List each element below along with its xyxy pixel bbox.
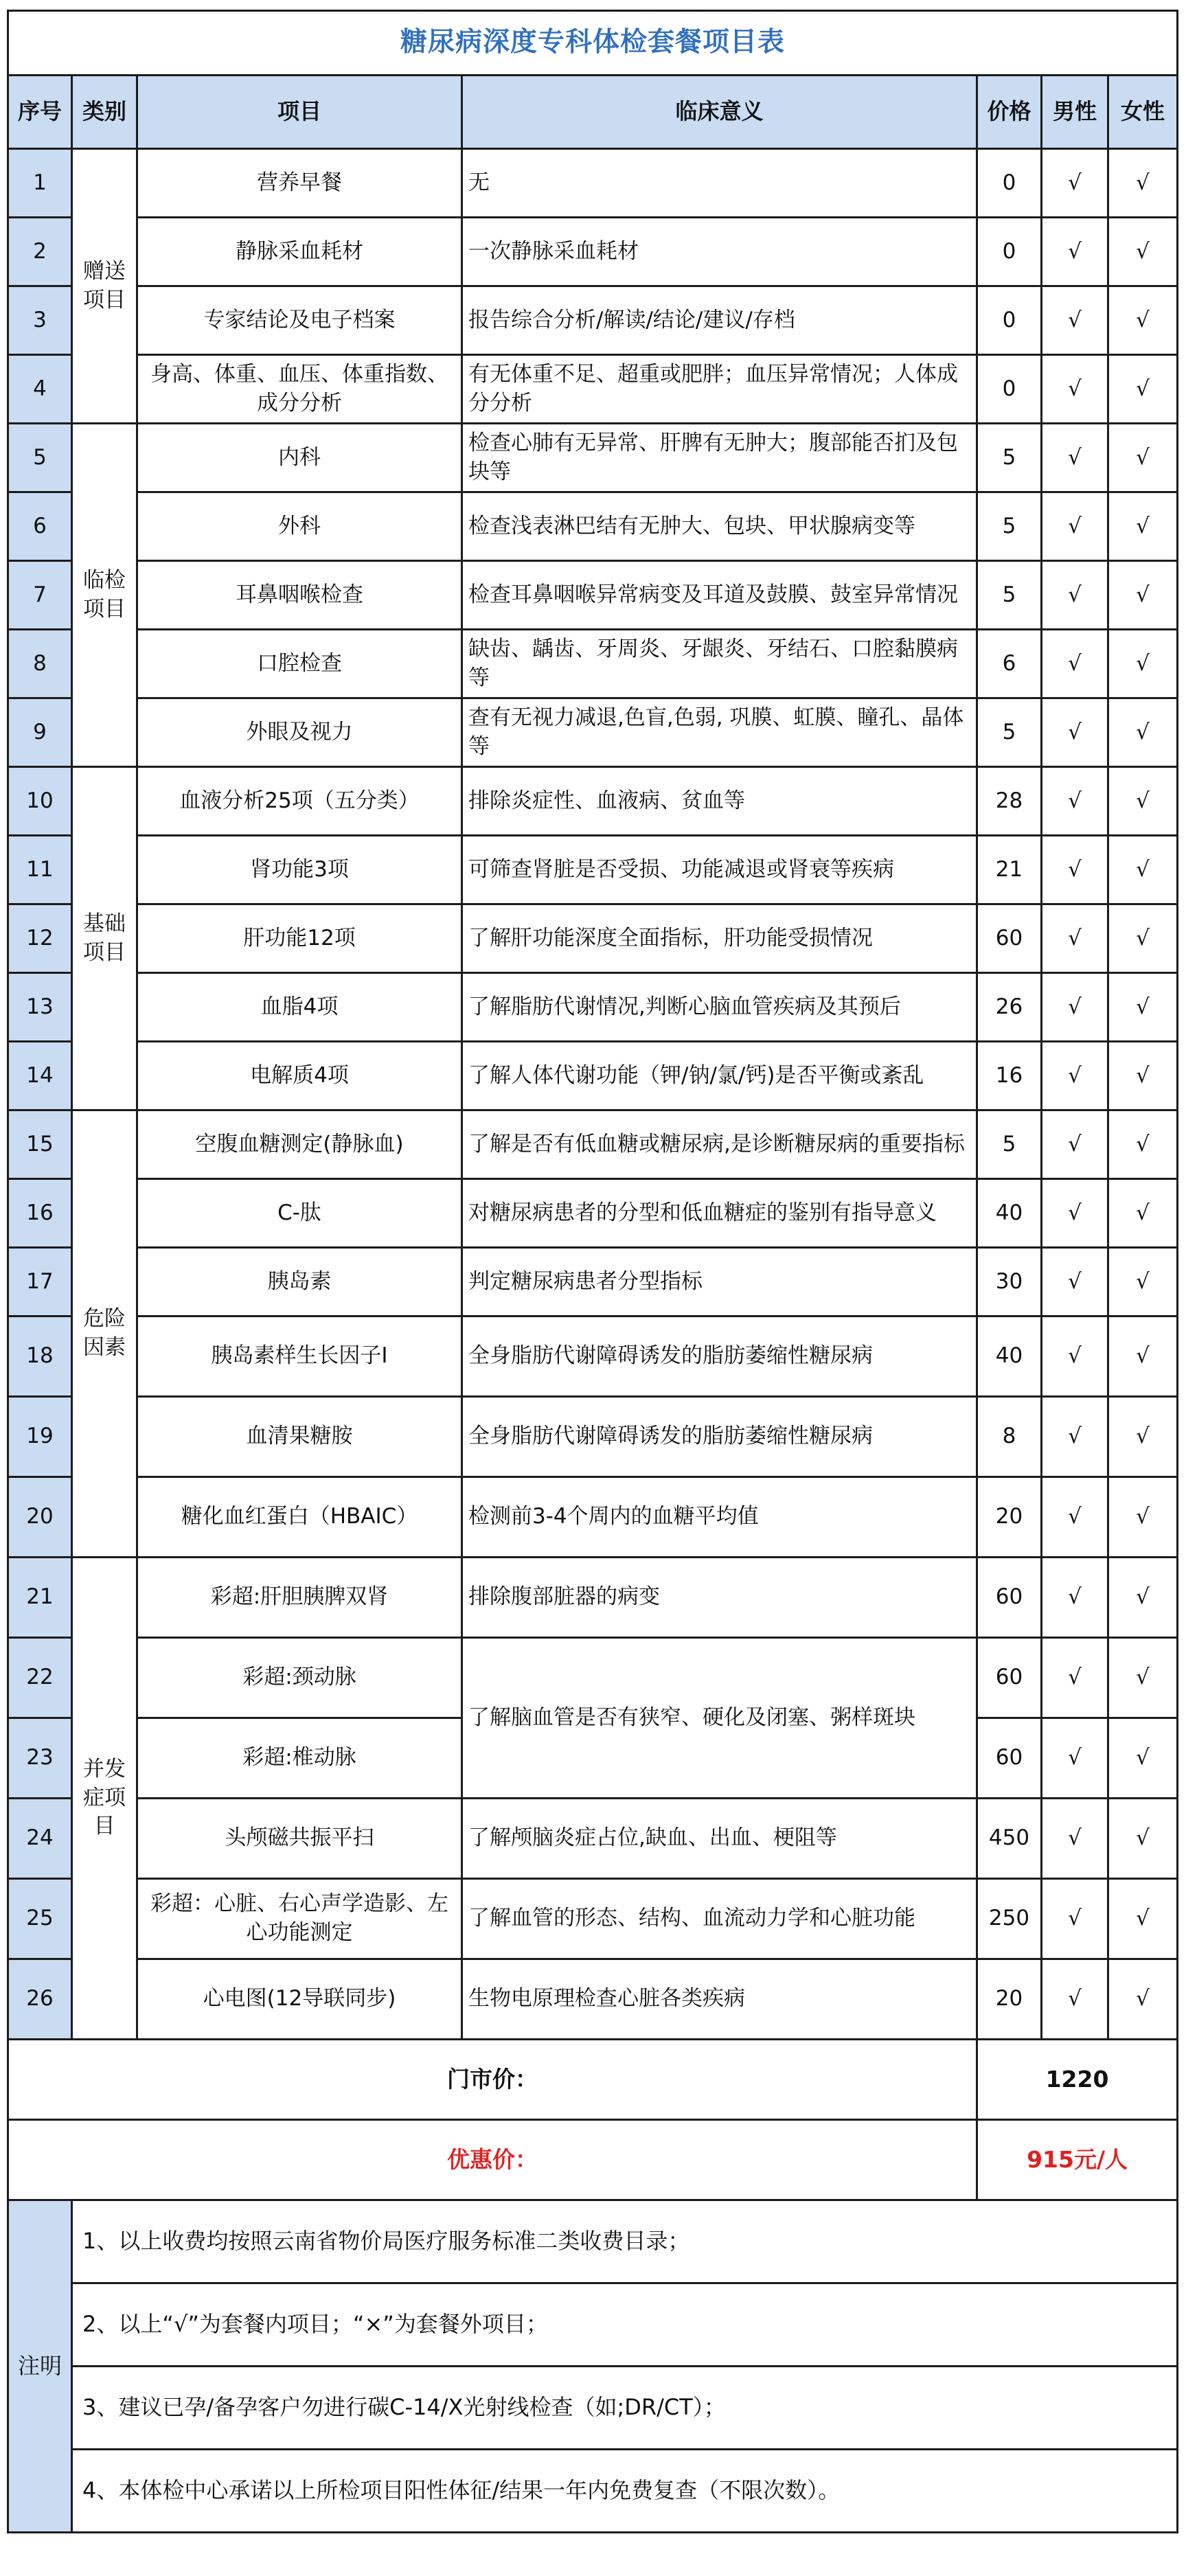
- promo-price-value: 915元/人: [977, 2120, 1178, 2200]
- male-check: √: [1042, 1248, 1108, 1317]
- female-check: √: [1108, 1558, 1178, 1638]
- item-name: 血脂4项: [137, 973, 462, 1042]
- item-name: 外眼及视力: [137, 698, 462, 767]
- table-row: [8, 973, 1178, 1042]
- male-check: √: [1042, 1558, 1108, 1638]
- package-sheet: [7, 10, 1176, 2533]
- table-row: [8, 218, 1178, 286]
- table-row: [8, 1799, 1178, 1879]
- clinical-meaning: 检查心肺有无异常、肝脾有无肿大；腹部能否扪及包块等: [462, 424, 977, 492]
- female-check: √: [1108, 1397, 1178, 1477]
- female-check: √: [1108, 492, 1178, 561]
- price-cell: 30: [977, 1248, 1042, 1317]
- item-name: 耳鼻咽喉检查: [137, 561, 462, 630]
- clinical-meaning: 排除腹部脏器的病变: [462, 1558, 977, 1638]
- price-cell: 5: [977, 561, 1042, 630]
- clinical-meaning: 缺齿、龋齿、牙周炎、牙龈炎、牙结石、口腔黏膜病等: [462, 630, 977, 698]
- clinical-meaning: 一次静脉采血耗材: [462, 218, 977, 286]
- price-cell: 5: [977, 492, 1042, 561]
- item-name: 心电图(12导联同步): [137, 1959, 462, 2040]
- item-name: 营养早餐: [137, 149, 462, 218]
- table-row: [8, 1959, 1178, 2040]
- price-cell: 0: [977, 286, 1042, 355]
- clinical-meaning: 检查耳鼻咽喉异常病变及耳道及鼓膜、鼓室异常情况: [462, 561, 977, 630]
- male-check: √: [1042, 1718, 1108, 1799]
- female-check: √: [1108, 149, 1178, 218]
- table-row: [8, 1879, 1178, 1959]
- notes-label: 注明: [8, 2200, 72, 2533]
- price-cell: 60: [977, 904, 1042, 973]
- table-row: [8, 767, 1178, 836]
- clinical-meaning: 查有无视力减退,色盲,色弱, 巩膜、虹膜、瞳孔、晶体等: [462, 698, 977, 767]
- male-check: √: [1042, 836, 1108, 904]
- female-check: √: [1108, 1638, 1178, 1718]
- price-cell: 60: [977, 1558, 1042, 1638]
- table-row: [8, 1397, 1178, 1477]
- male-check: √: [1042, 1042, 1108, 1110]
- category-cell: 基础项目: [72, 767, 137, 1110]
- category-cell: 并发症项目: [72, 1558, 137, 2040]
- item-name: 彩超：心脏、右心声学造影、左心功能测定: [137, 1879, 462, 1959]
- header-category: 类别: [72, 76, 137, 149]
- row-number: 4: [8, 355, 72, 424]
- item-name: 外科: [137, 492, 462, 561]
- clinical-meaning: 了解血管的形态、结构、血流动力学和心脏功能: [462, 1879, 977, 1959]
- male-check: √: [1042, 1879, 1108, 1959]
- item-name: 头颅磁共振平扫: [137, 1799, 462, 1879]
- female-check: √: [1108, 1959, 1178, 2040]
- female-check: √: [1108, 1179, 1178, 1248]
- item-name: 彩超:肝胆胰脾双肾: [137, 1558, 462, 1638]
- female-check: √: [1108, 1248, 1178, 1317]
- table-row: [8, 630, 1178, 698]
- price-cell: 28: [977, 767, 1042, 836]
- male-check: √: [1042, 1638, 1108, 1718]
- male-check: √: [1042, 1397, 1108, 1477]
- female-check: √: [1108, 1042, 1178, 1110]
- row-number: 9: [8, 698, 72, 767]
- price-cell: 16: [977, 1042, 1042, 1110]
- female-check: √: [1108, 1477, 1178, 1558]
- male-check: √: [1042, 355, 1108, 424]
- row-number: 26: [8, 1959, 72, 2040]
- male-check: √: [1042, 630, 1108, 698]
- clinical-meaning: 排除炎症性、血液病、贫血等: [462, 767, 977, 836]
- male-check: √: [1042, 1799, 1108, 1879]
- female-check: √: [1108, 973, 1178, 1042]
- table-row: [8, 1248, 1178, 1317]
- item-name: 静脉采血耗材: [137, 218, 462, 286]
- row-number: 2: [8, 218, 72, 286]
- price-cell: 0: [977, 355, 1042, 424]
- row-number: 24: [8, 1799, 72, 1879]
- price-cell: 40: [977, 1179, 1042, 1248]
- price-cell: 250: [977, 1879, 1042, 1959]
- item-name: 血液分析25项（五分类）: [137, 767, 462, 836]
- clinical-meaning: 检测前3-4个周内的血糖平均值: [462, 1477, 977, 1558]
- clinical-meaning: 了解人体代谢功能（钾/钠/氯/钙)是否平衡或紊乱: [462, 1042, 977, 1110]
- note-line-3: 3、建议已孕/备孕客户勿进行碳C-14/X光射线检查（如;DR/CT）；: [72, 2367, 1178, 2450]
- row-number: 1: [8, 149, 72, 218]
- male-check: √: [1042, 218, 1108, 286]
- female-check: √: [1108, 1718, 1178, 1799]
- table-row: [8, 424, 1178, 492]
- male-check: √: [1042, 492, 1108, 561]
- item-name: 电解质4项: [137, 1042, 462, 1110]
- price-cell: 450: [977, 1799, 1042, 1879]
- note-line-4: 4、本体检中心承诺以上所检项目阳性体征/结果一年内免费复查（不限次数）。: [72, 2450, 1178, 2533]
- price-cell: 20: [977, 1477, 1042, 1558]
- male-check: √: [1042, 1110, 1108, 1179]
- table-row: [8, 1638, 1178, 1718]
- clinical-meaning: 对糖尿病患者的分型和低血糖症的鉴别有指导意义: [462, 1179, 977, 1248]
- table-row: [8, 836, 1178, 904]
- clinical-meaning: 全身脂肪代谢障碍诱发的脂肪萎缩性糖尿病: [462, 1317, 977, 1397]
- row-number: 11: [8, 836, 72, 904]
- table-row: [8, 561, 1178, 630]
- price-cell: 21: [977, 836, 1042, 904]
- market-price-label: 门市价：: [8, 2040, 977, 2120]
- price-cell: 5: [977, 698, 1042, 767]
- header-item: 项目: [137, 76, 462, 149]
- clinical-meaning: 有无体重不足、超重或肥胖；血压异常情况；人体成分分析: [462, 355, 977, 424]
- note-line-2: 2、以上“√”为套餐内项目；“×”为套餐外项目；: [72, 2283, 1178, 2367]
- row-number: 17: [8, 1248, 72, 1317]
- clinical-meaning: 了解肝功能深度全面指标，肝功能受损情况: [462, 904, 977, 973]
- price-cell: 60: [977, 1638, 1042, 1718]
- clinical-meaning: 了解脑血管是否有狭窄、硬化及闭塞、粥样斑块: [462, 1638, 977, 1799]
- table-row: [8, 1179, 1178, 1248]
- table-row: [8, 698, 1178, 767]
- clinical-meaning: 全身脂肪代谢障碍诱发的脂肪萎缩性糖尿病: [462, 1397, 977, 1477]
- category-cell: 危险因素: [72, 1110, 137, 1558]
- table-row: [8, 149, 1178, 218]
- female-check: √: [1108, 218, 1178, 286]
- note-line-1: 1、以上收费均按照云南省物价局医疗服务标准二类收费目录；: [72, 2200, 1178, 2283]
- price-cell: 0: [977, 149, 1042, 218]
- item-name: 彩超:颈动脉: [137, 1638, 462, 1718]
- price-cell: 20: [977, 1959, 1042, 2040]
- clinical-meaning: 了解颅脑炎症占位,缺血、出血、梗阻等: [462, 1799, 977, 1879]
- female-check: √: [1108, 1879, 1178, 1959]
- row-number: 12: [8, 904, 72, 973]
- row-number: 5: [8, 424, 72, 492]
- table-row: [8, 1042, 1178, 1110]
- table-title: 糖尿病深度专科体检套餐项目表: [8, 11, 1178, 76]
- row-number: 15: [8, 1110, 72, 1179]
- item-name: 空腹血糖测定(静脉血): [137, 1110, 462, 1179]
- row-number: 3: [8, 286, 72, 355]
- table-row: [8, 355, 1178, 424]
- item-name: 肾功能3项: [137, 836, 462, 904]
- clinical-meaning: 了解是否有低血糖或糖尿病,是诊断糖尿病的重要指标: [462, 1110, 977, 1179]
- price-cell: 5: [977, 1110, 1042, 1179]
- clinical-meaning: 生物电原理检查心脏各类疾病: [462, 1959, 977, 2040]
- promo-price-label: 优惠价：: [8, 2120, 977, 2200]
- price-cell: 6: [977, 630, 1042, 698]
- row-number: 20: [8, 1477, 72, 1558]
- clinical-meaning: 了解脂肪代谢情况,判断心脑血管疾病及其预后: [462, 973, 977, 1042]
- row-number: 13: [8, 973, 72, 1042]
- row-number: 25: [8, 1879, 72, 1959]
- female-check: √: [1108, 286, 1178, 355]
- table-row: [8, 286, 1178, 355]
- header-male: 男性: [1042, 76, 1108, 149]
- male-check: √: [1042, 767, 1108, 836]
- female-check: √: [1108, 904, 1178, 973]
- row-number: 6: [8, 492, 72, 561]
- checkup-table: [7, 10, 1178, 2533]
- header-no: 序号: [8, 76, 72, 149]
- male-check: √: [1042, 1179, 1108, 1248]
- row-number: 19: [8, 1397, 72, 1477]
- price-cell: 26: [977, 973, 1042, 1042]
- male-check: √: [1042, 698, 1108, 767]
- table-row: [8, 904, 1178, 973]
- price-cell: 0: [977, 218, 1042, 286]
- clinical-meaning: 可筛查肾脏是否受损、功能减退或肾衰等疾病: [462, 836, 977, 904]
- item-name: 专家结论及电子档案: [137, 286, 462, 355]
- clinical-meaning: 检查浅表淋巴结有无肿大、包块、甲状腺病变等: [462, 492, 977, 561]
- item-name: 口腔检查: [137, 630, 462, 698]
- category-cell: 临检项目: [72, 424, 137, 767]
- female-check: √: [1108, 1799, 1178, 1879]
- row-number: 8: [8, 630, 72, 698]
- item-name: 内科: [137, 424, 462, 492]
- category-cell: 赠送项目: [72, 149, 137, 424]
- row-number: 21: [8, 1558, 72, 1638]
- female-check: √: [1108, 698, 1178, 767]
- row-number: 23: [8, 1718, 72, 1799]
- male-check: √: [1042, 1317, 1108, 1397]
- price-cell: 40: [977, 1317, 1042, 1397]
- table-row: [8, 492, 1178, 561]
- male-check: √: [1042, 561, 1108, 630]
- row-number: 7: [8, 561, 72, 630]
- clinical-meaning: 判定糖尿病患者分型指标: [462, 1248, 977, 1317]
- market-price-value: 1220: [977, 2040, 1178, 2120]
- male-check: √: [1042, 1477, 1108, 1558]
- item-name: 血清果糖胺: [137, 1397, 462, 1477]
- item-name: 彩超:椎动脉: [137, 1718, 462, 1799]
- row-number: 10: [8, 767, 72, 836]
- male-check: √: [1042, 424, 1108, 492]
- female-check: √: [1108, 355, 1178, 424]
- item-name: C-肽: [137, 1179, 462, 1248]
- item-name: 身高、体重、血压、体重指数、成分分析: [137, 355, 462, 424]
- item-name: 糖化血红蛋白（HBAIC）: [137, 1477, 462, 1558]
- header-price: 价格: [977, 76, 1042, 149]
- item-name: 胰岛素样生长因子Ⅰ: [137, 1317, 462, 1397]
- item-name: 胰岛素: [137, 1248, 462, 1317]
- female-check: √: [1108, 630, 1178, 698]
- header-meaning: 临床意义: [462, 76, 977, 149]
- table-row: [8, 1317, 1178, 1397]
- table-row: [8, 1477, 1178, 1558]
- row-number: 22: [8, 1638, 72, 1718]
- price-cell: 5: [977, 424, 1042, 492]
- male-check: √: [1042, 1959, 1108, 2040]
- female-check: √: [1108, 1317, 1178, 1397]
- table-row: [8, 1558, 1178, 1638]
- female-check: √: [1108, 767, 1178, 836]
- female-check: √: [1108, 424, 1178, 492]
- female-check: √: [1108, 1110, 1178, 1179]
- female-check: √: [1108, 836, 1178, 904]
- clinical-meaning: 无: [462, 149, 977, 218]
- clinical-meaning: 报告综合分析/解读/结论/建议/存档: [462, 286, 977, 355]
- male-check: √: [1042, 904, 1108, 973]
- male-check: √: [1042, 286, 1108, 355]
- row-number: 14: [8, 1042, 72, 1110]
- price-cell: 8: [977, 1397, 1042, 1477]
- row-number: 16: [8, 1179, 72, 1248]
- row-number: 18: [8, 1317, 72, 1397]
- price-cell: 60: [977, 1718, 1042, 1799]
- item-name: 肝功能12项: [137, 904, 462, 973]
- table-row: [8, 1110, 1178, 1179]
- male-check: √: [1042, 973, 1108, 1042]
- female-check: √: [1108, 561, 1178, 630]
- header-female: 女性: [1108, 76, 1178, 149]
- male-check: √: [1042, 149, 1108, 218]
